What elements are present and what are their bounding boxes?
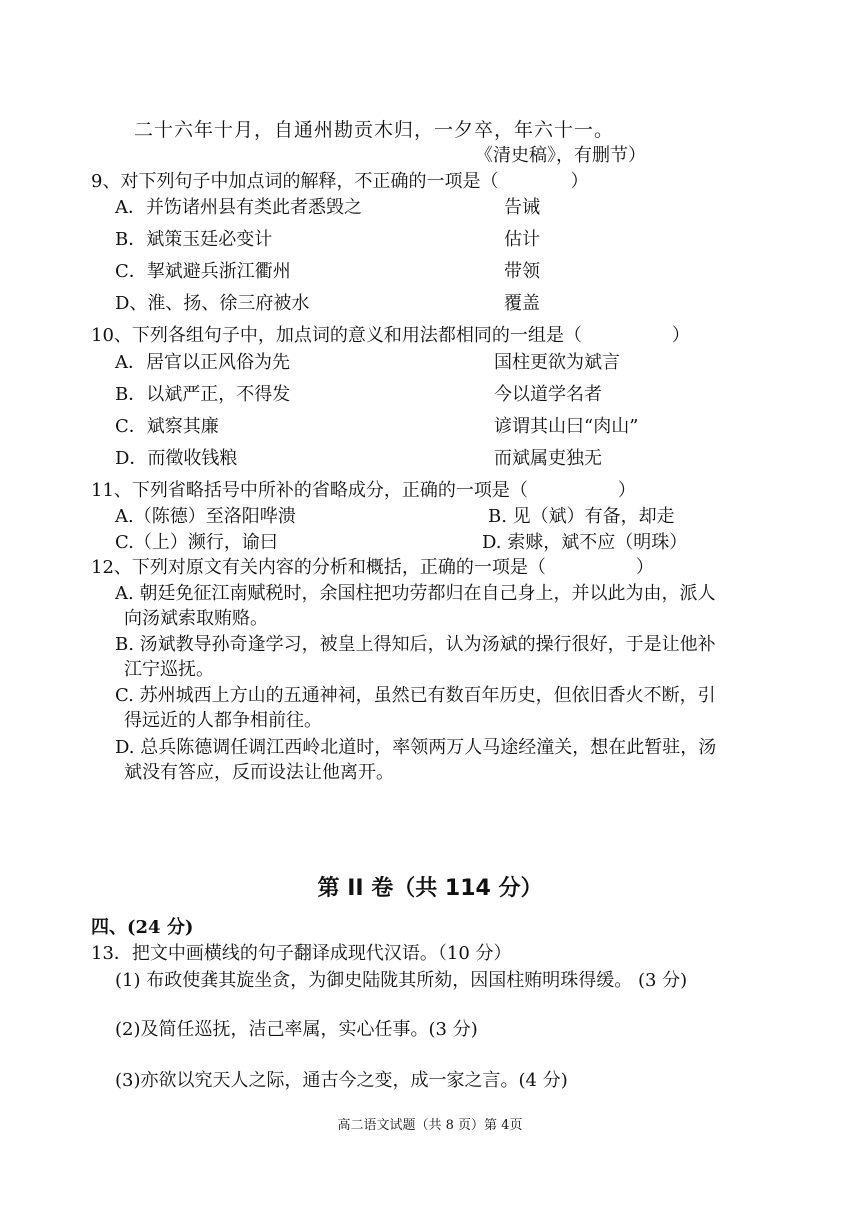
- q9-option-a: A．并饬诸州县有类此者悉毁之: [115, 197, 362, 218]
- q12-option-c-line1: C. 苏州城西上方山的五通神祠，虽然已有数百年历史，但依旧香火不断，引: [115, 685, 716, 706]
- q12-stem: 12、下列对原文有关内容的分析和概括，正确的一项是（ ）: [91, 557, 654, 578]
- q12-option-d-line2: 斌没有答应，反而设法让他离开。: [124, 762, 394, 783]
- q10-option-d-left: D．而徵收钱粮: [115, 448, 238, 469]
- q12-option-d-line1: D. 总兵陈德调任调江西岭北道时，率领两万人马途经潼关，想在此暂驻，汤: [115, 737, 717, 758]
- q12-option-a-line1: A. 朝廷免征江南赋税时，余国柱把功劳都归在自己身上，并以此为由，派人: [115, 583, 716, 604]
- q9-option-c-gloss: 带领: [504, 261, 540, 282]
- q9-option-b: B．斌策玉廷必变计: [115, 229, 273, 250]
- q9-option-d: D、淮、扬、徐三府被水: [115, 293, 310, 314]
- q11-option-b: B. 见（斌）有备，却走: [488, 506, 675, 527]
- q13-item-1: (1) 布政使龚其旋坐贪，为御史陆陇其所劾，因国柱贿明珠得缓。 (3 分): [115, 970, 688, 991]
- q9-option-d-gloss: 覆盖: [504, 293, 540, 314]
- q9-option-b-gloss: 估计: [504, 229, 540, 250]
- q10-option-c-right: 谚谓其山曰“肉山”: [494, 416, 639, 437]
- q11-stem: 11、下列省略括号中所补的省略成分，正确的一项是（ ）: [91, 480, 636, 501]
- q11-option-a: A.（陈德）至洛阳哗溃: [115, 506, 296, 527]
- q10-option-a-right: 国柱更欲为斌言: [494, 352, 620, 373]
- q13-item-2: (2)及简任巡抚，洁己率属，实心任事。(3 分): [115, 1019, 478, 1040]
- q10-option-a-left: A．居官以正风俗为先: [115, 352, 290, 373]
- part-four-heading: 四、(24 分): [91, 917, 194, 938]
- q13-item-3: (3)亦欲以究天人之际，通古今之变，成一家之言。(4 分): [115, 1070, 568, 1091]
- q10-option-b-left: B．以斌严正，不得发: [115, 384, 291, 405]
- intro-line: 二十六年十月，自通州勘贡木归，一夕卒，年六十一。: [134, 119, 615, 141]
- source-citation: 《清史稿》，有删节）: [475, 145, 646, 166]
- q10-option-d-right: 而斌属吏独无: [494, 448, 602, 469]
- q12-option-b-line2: 江宁巡抚。: [124, 659, 214, 680]
- section-title: 第 II 卷（共 114 分）: [317, 876, 543, 901]
- q11-option-c: C.（上）濒行，谕曰: [115, 532, 278, 553]
- q12-option-c-line2: 得远近的人都争相前往。: [124, 710, 322, 731]
- q11-option-d: D. 索赇，斌不应（明珠）: [482, 532, 688, 553]
- q10-stem: 10、下列各组句子中，加点词的意义和用法都相同的一组是（ ）: [91, 325, 690, 346]
- q9-option-c: C．挈斌避兵浙江衢州: [115, 261, 291, 282]
- q9-option-a-gloss: 告诫: [504, 197, 540, 218]
- q9-stem: 9、对下列句子中加点词的解释，不正确的一项是（ ）: [91, 171, 589, 192]
- q12-option-b-line1: B. 汤斌教导孙奇逢学习，被皇上得知后，认为汤斌的操行很好，于是让他补: [115, 634, 716, 655]
- q10-option-c-left: C．斌察其廉: [115, 416, 219, 437]
- q13-stem: 13．把文中画横线的句子翻译成现代汉语。（10 分）: [91, 943, 512, 964]
- q12-option-a-line2: 向汤斌索取贿赂。: [124, 608, 268, 629]
- page-footer: 高二语文试题（共 8 页）第 4页: [337, 1118, 523, 1133]
- q10-option-b-right: 今以道学名者: [494, 384, 602, 405]
